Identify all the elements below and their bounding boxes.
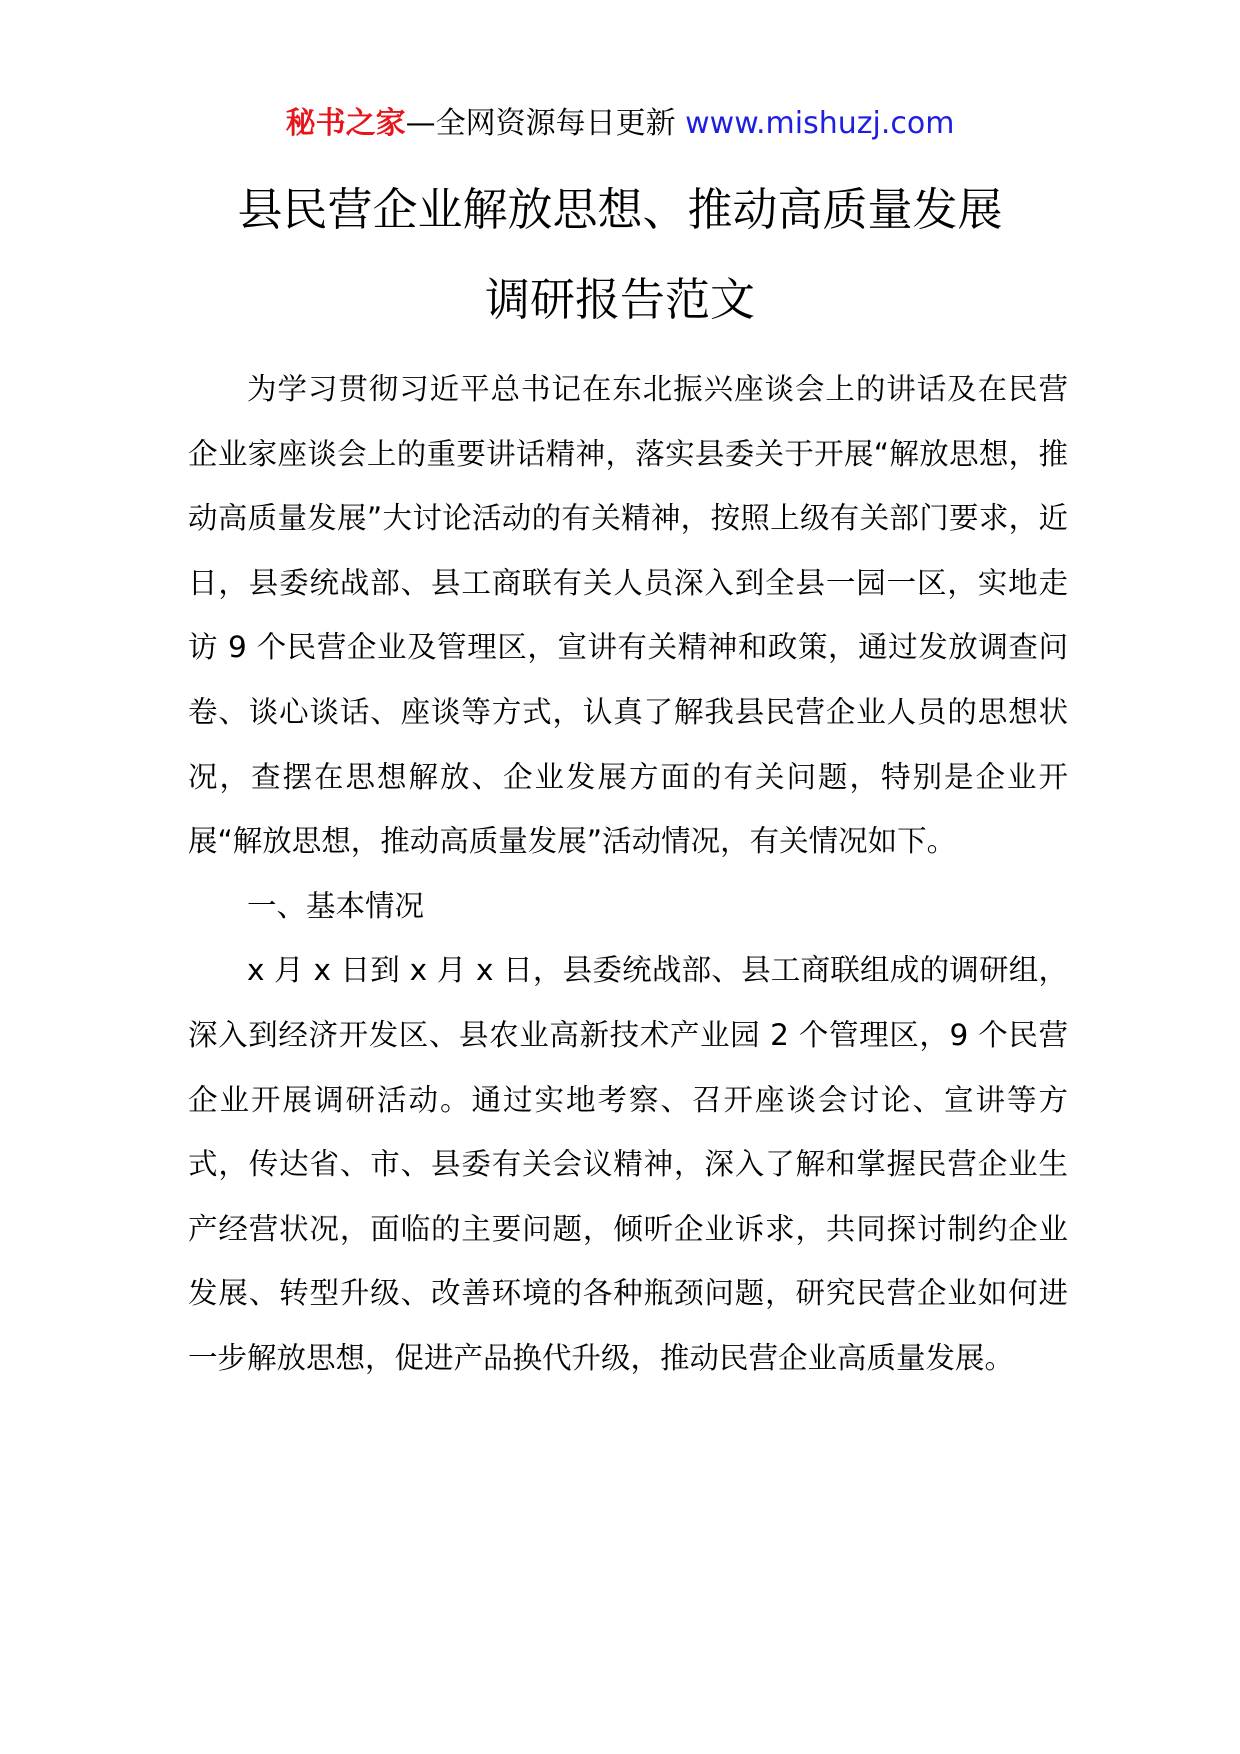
document-body [188, 357, 1068, 1391]
site-header [0, 102, 1240, 146]
site-brand: 秘书之家 [285, 106, 406, 141]
intro-paragraph: 为学习贯彻习近平总书记在东北振兴座谈会上的讲话及在民营企业家座谈会上的重要讲话精神，落实县委关于开展“解放思想，推动高质量发展”大讨论活动的有关精神，按照上级有关部门要求，近日，县委统战部、县工商联有关人员深入到全县一园一区，实地走访 9 个民营企业及管理区，宣讲有关精神和政策，通过发放调查问卷、谈心谈话、座谈等方式，认真了解我县民营企业人员的思想状况，查摆在思想解放、企业发展方面的有关问题，特别是企业开展“解放思想，推动高质量发展”活动情况，有关情况如下。 [188, 372, 1068, 859]
document-title-line-2: 调研报告范文 [484, 273, 755, 326]
section-heading: 一、基本情况 [247, 888, 425, 923]
section-paragraph: x 月 x 日到 x 月 x 日，县委统战部、县工商联组成的调研组，深入到经济开发区、县农业高新技术产业园 2 个管理区，9 个民营企业开展调研活动。通过实地考察、召开座谈会讨论、宣讲等方式，传达省、市、县委有关会议精神，深入了解和掌握民营企业生产经营状况，面临的主要问题，倾听企业诉求，共同探讨制约企业发展、转型升级、改善环境的各种瓶颈问题，研究民营企业如何进一步解放思想，促进产品换代升级，推动民营企业高质量发展。 [188, 953, 1068, 1375]
site-url-link[interactable]: www.mishuzj.com [685, 106, 955, 141]
document-title-line-1: 县民营企业解放思想、推动高质量发展 [237, 183, 1003, 236]
site-tagline: —全网资源每日更新 [405, 106, 686, 141]
